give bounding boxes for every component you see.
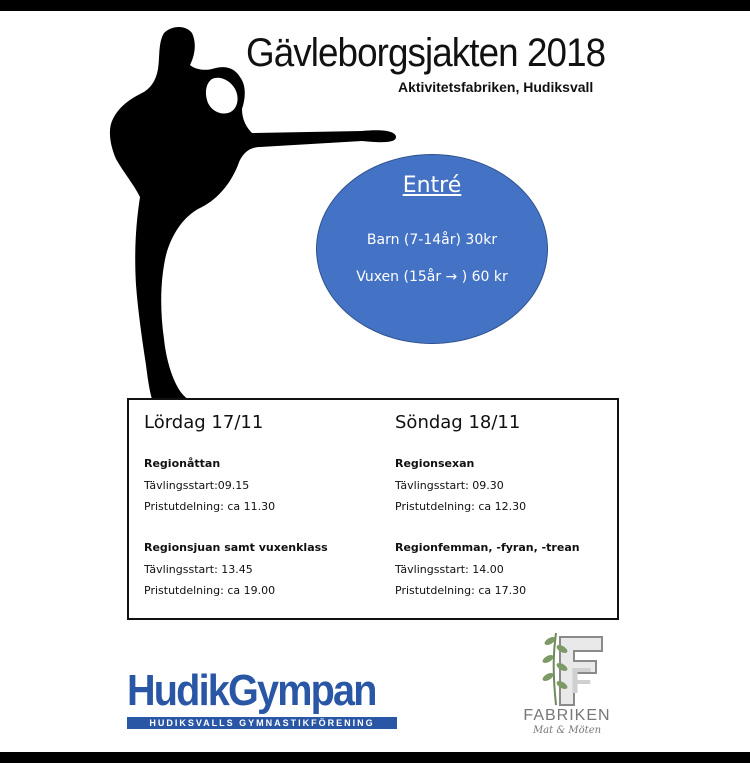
fabriken-name: FABRIKEN	[523, 707, 611, 724]
day-title: Söndag 18/11	[395, 412, 521, 433]
schedule-box	[127, 398, 619, 620]
day-title: Lördag 17/11	[144, 412, 264, 433]
competition-start: Tävlingsstart: 09.30	[395, 479, 504, 492]
poster-subtitle: Aktivitetsfabriken, Hudiksvall	[398, 79, 594, 95]
award-ceremony: Pristutdelning: ca 11.30	[144, 500, 276, 513]
award-ceremony: Pristutdelning: ca 19.00	[144, 584, 276, 597]
fabriken-tagline: Mat & Möten	[532, 725, 602, 736]
poster-title: Gävleborgsjakten 2018	[246, 31, 606, 75]
group-name: Regionsjuan samt vuxenklass	[144, 541, 328, 554]
award-ceremony: Pristutdelning: ca 17.30	[395, 584, 527, 597]
group-name: Regionsexan	[395, 457, 475, 470]
competition-start: Tävlingsstart:09.15	[144, 479, 250, 492]
entrance-heading: Entré	[402, 173, 462, 198]
fabriken-logo	[512, 627, 622, 749]
group-name: Regionfemman, -fyran, -trean	[395, 541, 580, 554]
hudikgympan-tagline: HUDIKSVALLS GYMNASTIKFÖRENING	[127, 717, 397, 729]
entrance-price-adults: Vuxen (15år → ) 60 kr	[356, 269, 508, 285]
group-name: Regionåttan	[144, 457, 221, 470]
competition-start: Tävlingsstart: 13.45	[144, 563, 253, 576]
hudikgympan-logo	[127, 666, 403, 729]
entrance-badge	[316, 154, 548, 344]
award-ceremony: Pristutdelning: ca 12.30	[395, 500, 527, 513]
fabriken-letter: F	[570, 660, 592, 701]
competition-start: Tävlingsstart: 14.00	[395, 563, 504, 576]
entrance-price-children: Barn (7-14år) 30kr	[366, 232, 498, 248]
fabriken-emblem-icon	[512, 627, 622, 707]
event-poster	[0, 11, 750, 752]
hudikgympan-wordmark: HudikGympan	[127, 666, 376, 715]
